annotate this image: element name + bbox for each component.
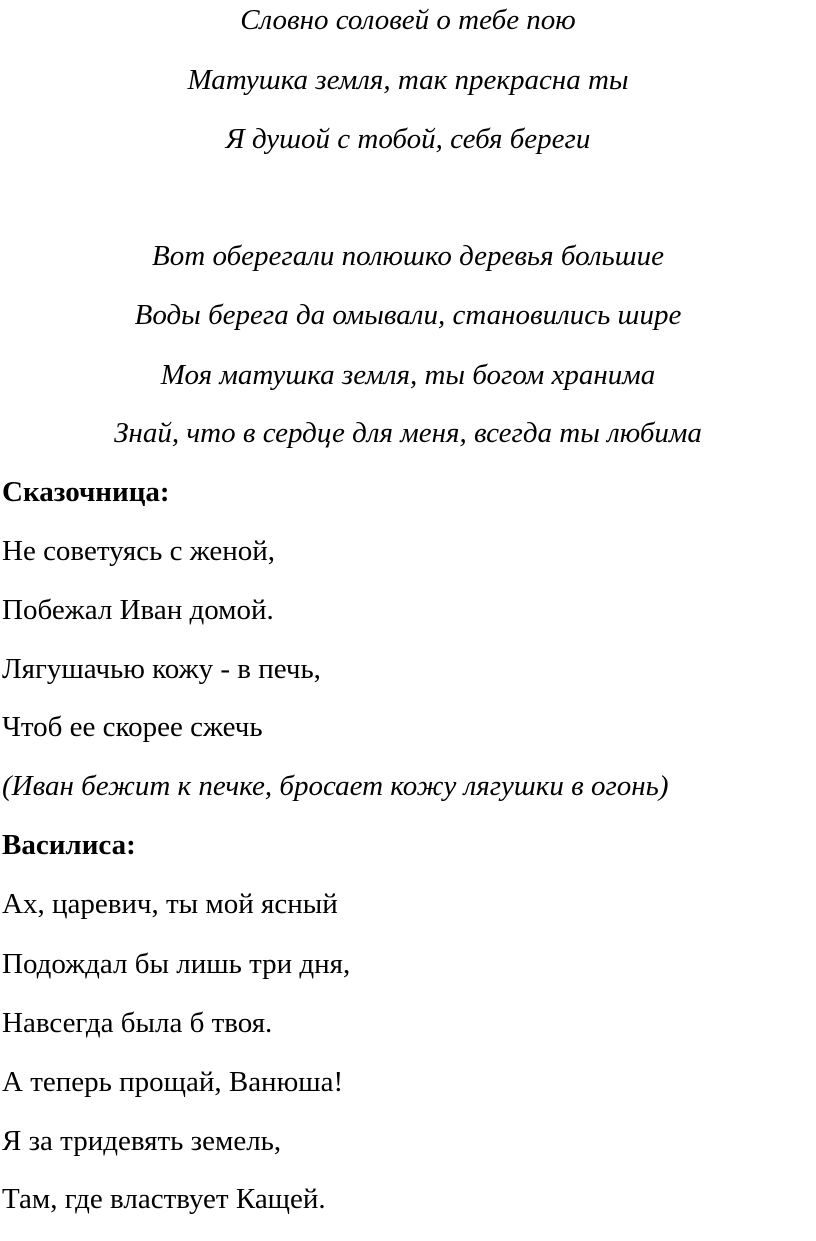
song-line: Словно соловей о тебе пою <box>240 4 576 36</box>
verse-line: Ах, царевич, ты мой ясный <box>2 888 338 920</box>
song-line: Вот оберегали полюшко деревья большие <box>152 240 664 272</box>
verse-line: Там, где властвует Кащей. <box>2 1183 326 1215</box>
verse-line: А теперь прощай, Ванюша! <box>2 1066 344 1098</box>
verse-line: Подождал бы лишь три дня, <box>2 948 351 980</box>
song-line: Воды берега да омывали, становились шире <box>134 299 682 331</box>
speaker-heading-vasilisa: Василиса: <box>2 829 136 861</box>
verse-line: Чтоб ее скорее сжечь <box>2 711 263 743</box>
verse-line: Не советуясь с женой, <box>2 535 276 567</box>
verse-line: Побежал Иван домой. <box>2 594 274 626</box>
verse-line: Я за тридевять земель, <box>2 1125 282 1157</box>
song-line: Знай, что в сердце для меня, всегда ты любима <box>114 417 702 449</box>
verse-line: Лягушачью кожу - в печь, <box>2 653 321 685</box>
speaker-heading-storyteller: Сказочница: <box>2 476 170 508</box>
stage-direction: (Иван бежит к печке, бросает кожу лягушки в огонь) <box>2 770 669 802</box>
verse-line: Навсегда была б твоя. <box>2 1007 273 1039</box>
song-line: Матушка земля, так прекрасна ты <box>187 64 629 96</box>
song-line: Я душой с тобой, себя береги <box>225 123 591 155</box>
song-line: Моя матушка земля, ты богом хранима <box>160 359 656 391</box>
